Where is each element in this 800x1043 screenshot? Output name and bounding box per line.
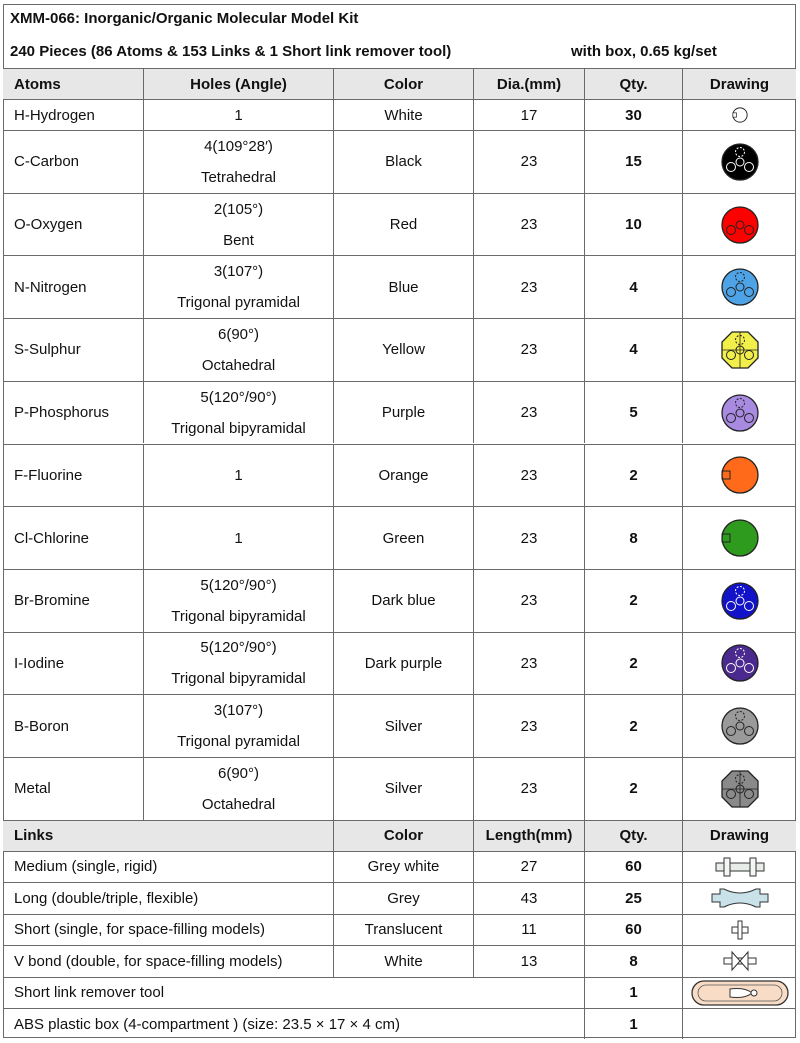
atom-drawing-cell — [682, 256, 796, 318]
link-name-cell — [3, 915, 333, 946]
atom-dia: 23 — [520, 592, 538, 610]
atom-color: Silver — [384, 780, 423, 798]
atom-qty: 5 — [629, 404, 638, 422]
atom-row — [3, 757, 796, 820]
boron-icon — [719, 705, 761, 747]
link-color: Translucent — [364, 921, 443, 939]
atoms-header-color-label: Color — [383, 75, 424, 93]
atom-color-cell — [333, 445, 473, 507]
atom-dia: 23 — [520, 404, 538, 422]
atom-color-cell — [333, 758, 473, 820]
atom-row — [3, 318, 796, 381]
atom-color: Orange — [378, 466, 429, 484]
atom-row — [3, 444, 796, 507]
atom-dia: 23 — [520, 341, 538, 359]
atom-holes: 1 — [234, 529, 243, 547]
atom-dia-cell — [473, 319, 584, 381]
tool-name-cell — [3, 978, 584, 1009]
link-drawing-cell — [682, 883, 796, 914]
atom-color: Silver — [384, 717, 423, 735]
atom-row — [3, 569, 796, 632]
atom-holes-cell — [143, 194, 333, 256]
links-header-links-label: Links — [14, 827, 54, 845]
box-weight: with box, 0.65 kg/set — [571, 43, 717, 60]
tool-qty: 1 — [629, 984, 638, 1002]
link-color: Grey white — [367, 858, 440, 876]
atoms-header-dia-label: Dia.(mm) — [496, 75, 562, 93]
link-row — [3, 914, 796, 946]
atom-dia: 23 — [520, 529, 538, 547]
link-length: 27 — [520, 858, 538, 876]
atom-name-cell — [3, 570, 143, 632]
atom-name-cell — [3, 758, 143, 820]
metal-icon — [719, 768, 761, 810]
box-qty: 1 — [629, 1015, 638, 1033]
link-qty: 60 — [625, 858, 642, 876]
link-drawing-cell — [682, 852, 796, 883]
link-length-cell — [473, 883, 584, 914]
atom-holes-cell — [143, 633, 333, 695]
link-name: Short (single, for space-filling models) — [14, 921, 265, 939]
links-header-qty — [584, 821, 682, 851]
atom-qty-cell — [584, 256, 682, 318]
link-row — [3, 851, 796, 883]
atom-geometry: Bent — [223, 231, 254, 249]
links-header-length-label: Length(mm) — [485, 827, 573, 845]
tool-drawing-cell — [682, 978, 796, 1009]
link-color: Grey — [387, 889, 420, 907]
atom-holes: 3(107°) — [213, 263, 264, 281]
atom-drawing-cell — [682, 633, 796, 695]
atom-row — [3, 632, 796, 695]
atom-dia-cell — [473, 256, 584, 318]
atom-holes: 2(105°) — [213, 200, 264, 218]
box-drawing-cell — [682, 1009, 796, 1039]
link-name-cell — [3, 946, 333, 977]
atom-dia-cell — [473, 633, 584, 695]
oxygen-icon — [719, 204, 761, 246]
link-qty-cell — [584, 915, 682, 946]
atom-qty-cell — [584, 695, 682, 757]
atom-holes-cell — [143, 570, 333, 632]
atom-color-cell — [333, 131, 473, 193]
atom-drawing-cell — [682, 319, 796, 381]
atom-color-cell — [333, 633, 473, 695]
link-color-cell — [333, 915, 473, 946]
atom-dia-cell — [473, 445, 584, 507]
atom-geometry: Trigonal pyramidal — [177, 733, 300, 751]
atom-qty-cell — [584, 758, 682, 820]
atom-geometry: Trigonal bipyramidal — [171, 670, 306, 688]
atom-name-cell — [3, 194, 143, 256]
link-name: V bond (double, for space-filling models) — [14, 952, 283, 970]
link-row — [3, 945, 796, 977]
box-name: ABS plastic box (4-compartment ) (size: 23.5 × 17 × 4 cm) — [14, 1015, 400, 1033]
atom-color: Dark blue — [371, 592, 436, 610]
atom-geometry: Trigonal bipyramidal — [171, 419, 306, 437]
atom-color: Yellow — [382, 341, 425, 359]
link-length: 43 — [520, 889, 538, 907]
atom-qty-cell — [584, 507, 682, 569]
atoms-header-color — [333, 69, 473, 99]
atom-qty-cell — [584, 319, 682, 381]
box-qty-cell — [584, 1009, 682, 1039]
atom-holes: 6(90°) — [217, 325, 259, 343]
atom-drawing-cell — [682, 194, 796, 256]
link-qty: 25 — [625, 889, 642, 907]
atom-color: Purple — [381, 404, 426, 422]
atom-color-cell — [333, 507, 473, 569]
atom-name-cell — [3, 695, 143, 757]
atom-dia: 23 — [520, 153, 538, 171]
atoms-header-atoms-label: Atoms — [14, 75, 61, 93]
link-qty: 8 — [629, 952, 638, 970]
fluorine-icon — [719, 454, 761, 496]
atom-name: Cl-Chlorine — [14, 529, 90, 547]
atom-row — [3, 99, 796, 130]
link-name: Medium (single, rigid) — [14, 858, 158, 876]
atom-dia: 23 — [520, 466, 538, 484]
atom-dia-cell — [473, 570, 584, 632]
atoms-header-row — [3, 68, 796, 99]
atom-name-cell — [3, 256, 143, 318]
atom-color: Blue — [388, 278, 419, 296]
atom-name-cell — [3, 382, 143, 444]
link-qty: 60 — [625, 921, 642, 939]
atom-qty-cell — [584, 445, 682, 507]
atom-name-cell — [3, 131, 143, 193]
atom-row — [3, 694, 796, 757]
atom-drawing-cell — [682, 758, 796, 820]
atom-holes-cell — [143, 758, 333, 820]
atoms-header-atoms — [3, 69, 143, 99]
atoms-header-drawing-label: Drawing — [709, 75, 770, 93]
atom-qty-cell — [584, 570, 682, 632]
atom-name-cell — [3, 319, 143, 381]
atom-qty-cell — [584, 633, 682, 695]
atom-name: C-Carbon — [14, 153, 80, 171]
atom-dia-cell — [473, 194, 584, 256]
link-qty-cell — [584, 946, 682, 977]
links-header-color-label: Color — [383, 827, 424, 845]
atom-name: I-Iodine — [14, 654, 65, 672]
atom-holes: 1 — [234, 106, 243, 124]
link-color-cell — [333, 883, 473, 914]
atom-drawing-cell — [682, 382, 796, 444]
link-name-cell — [3, 852, 333, 883]
atoms-header-holes — [143, 69, 333, 99]
atom-row — [3, 381, 796, 444]
atom-geometry: Trigonal pyramidal — [177, 294, 300, 312]
tool-row — [3, 977, 796, 1009]
atom-name: Br-Bromine — [14, 592, 90, 610]
atom-dia: 17 — [520, 106, 538, 124]
atom-qty: 2 — [629, 466, 638, 484]
atom-color: Green — [382, 529, 425, 547]
chlorine-icon — [719, 517, 761, 559]
atom-geometry: Trigonal bipyramidal — [171, 607, 306, 625]
atom-holes: 4(109°28′) — [204, 137, 273, 155]
atom-drawing-cell — [682, 445, 796, 507]
phosphorus-icon — [719, 392, 761, 434]
atom-color: Red — [389, 216, 418, 234]
atom-dia: 23 — [520, 780, 538, 798]
hydrogen-icon — [719, 100, 761, 130]
links-header-length — [473, 821, 584, 851]
atom-dia: 23 — [520, 216, 538, 234]
atom-drawing-cell — [682, 507, 796, 569]
atom-color: Dark purple — [364, 654, 443, 672]
link-drawing-cell — [682, 946, 796, 977]
bromine-icon — [719, 580, 761, 622]
atom-geometry: Octahedral — [201, 356, 276, 374]
atom-holes-cell — [143, 507, 333, 569]
atom-holes: 5(120°/90°) — [200, 388, 277, 406]
atom-holes-cell — [143, 382, 333, 444]
atom-row — [3, 193, 796, 256]
atom-dia-cell — [473, 695, 584, 757]
links-header-drawing-label: Drawing — [709, 827, 770, 845]
atom-name-cell — [3, 100, 143, 130]
atom-qty: 2 — [629, 654, 638, 672]
link-name-cell — [3, 883, 333, 914]
atom-drawing-cell — [682, 570, 796, 632]
atom-color-cell — [333, 319, 473, 381]
atom-holes-cell — [143, 256, 333, 318]
atom-name: Metal — [14, 780, 51, 798]
link-row — [3, 882, 796, 914]
atom-name: N-Nitrogen — [14, 278, 87, 296]
atom-geometry: Octahedral — [201, 795, 276, 813]
atom-qty: 10 — [625, 216, 642, 234]
atom-qty: 15 — [625, 153, 642, 171]
atom-holes: 6(90°) — [217, 764, 259, 782]
link-length: 11 — [521, 921, 537, 939]
atom-holes-cell — [143, 445, 333, 507]
atom-name: P-Phosphorus — [14, 404, 110, 422]
atom-row — [3, 255, 796, 318]
atom-holes: 3(107°) — [213, 702, 264, 720]
atom-row — [3, 130, 796, 193]
link-length-cell — [473, 915, 584, 946]
atom-name-cell — [3, 507, 143, 569]
atom-dia: 23 — [520, 717, 538, 735]
tool-name: Short link remover tool — [14, 984, 165, 1002]
atom-holes: 1 — [234, 466, 243, 484]
atom-qty-cell — [584, 194, 682, 256]
link-color: White — [384, 952, 423, 970]
long-link-icon — [708, 885, 772, 911]
atom-dia: 23 — [520, 654, 538, 672]
atom-name-cell — [3, 633, 143, 695]
atom-dia-cell — [473, 758, 584, 820]
link-drawing-cell — [682, 915, 796, 946]
links-header-links — [3, 821, 333, 851]
atom-dia-cell — [473, 131, 584, 193]
sulphur-icon — [719, 329, 761, 371]
link-color-cell — [333, 946, 473, 977]
atom-name: S-Sulphur — [14, 341, 81, 359]
atom-color: Black — [385, 153, 422, 171]
atom-qty: 8 — [629, 529, 638, 547]
link-color-cell — [333, 852, 473, 883]
atom-holes-cell — [143, 695, 333, 757]
atom-qty-cell — [584, 131, 682, 193]
atom-color-cell — [333, 256, 473, 318]
atom-color-cell — [333, 570, 473, 632]
atom-dia-cell — [473, 100, 584, 130]
links-header-qty-label: Qty. — [619, 827, 648, 845]
atom-qty: 2 — [629, 592, 638, 610]
atom-qty: 2 — [629, 780, 638, 798]
atom-color-cell — [333, 194, 473, 256]
atom-holes: 5(120°/90°) — [200, 639, 277, 657]
atom-holes-cell — [143, 100, 333, 130]
atom-dia: 23 — [520, 278, 538, 296]
link-qty-cell — [584, 883, 682, 914]
atoms-header-qty — [584, 69, 682, 99]
atom-qty-cell — [584, 100, 682, 130]
atom-dia-cell — [473, 507, 584, 569]
sheet-subtitle: 240 Pieces (86 Atoms & 153 Links & 1 Short link remover tool) — [10, 43, 452, 60]
link-length: 13 — [520, 952, 538, 970]
atom-qty: 4 — [629, 341, 638, 359]
atom-qty-cell — [584, 382, 682, 444]
atom-qty: 2 — [629, 717, 638, 735]
atoms-header-drawing — [682, 69, 796, 99]
nitrogen-icon — [719, 266, 761, 308]
atom-holes: 5(120°/90°) — [200, 576, 277, 594]
atom-drawing-cell — [682, 131, 796, 193]
carbon-icon — [719, 141, 761, 183]
v-bond-icon — [708, 948, 772, 974]
link-length-cell — [473, 852, 584, 883]
remover-tool-icon — [690, 979, 790, 1007]
link-length-cell — [473, 946, 584, 977]
link-qty-cell — [584, 852, 682, 883]
atom-color-cell — [333, 695, 473, 757]
atoms-header-holes-label: Holes (Angle) — [190, 75, 287, 93]
atom-name: O-Oxygen — [14, 216, 83, 234]
atom-drawing-cell — [682, 100, 796, 130]
atom-name: F-Fluorine — [14, 466, 83, 484]
atom-holes-cell — [143, 131, 333, 193]
atom-qty: 4 — [629, 278, 638, 296]
atom-qty: 30 — [625, 106, 642, 124]
atom-name: B-Boron — [14, 717, 70, 735]
atom-color: White — [384, 106, 423, 124]
atom-row — [3, 506, 796, 569]
tool-qty-cell — [584, 978, 682, 1009]
box-row — [3, 1008, 796, 1039]
atom-color-cell — [333, 100, 473, 130]
atom-geometry: Tetrahedral — [200, 168, 277, 186]
atom-color-cell — [333, 382, 473, 444]
atom-holes-cell — [143, 319, 333, 381]
atom-name-cell — [3, 445, 143, 507]
medium-link-icon — [708, 854, 772, 880]
box-name-cell — [3, 1009, 584, 1039]
atoms-header-dia — [473, 69, 584, 99]
links-header-row — [3, 820, 796, 851]
atoms-header-qty-label: Qty. — [619, 75, 648, 93]
atom-name: H-Hydrogen — [14, 106, 95, 124]
sheet-title: XMM-066: Inorganic/Organic Molecular Model Kit — [10, 10, 359, 27]
links-header-color — [333, 821, 473, 851]
atom-drawing-cell — [682, 695, 796, 757]
link-name: Long (double/triple, flexible) — [14, 889, 199, 907]
short-link-icon — [708, 917, 772, 943]
atom-dia-cell — [473, 382, 584, 444]
links-header-drawing — [682, 821, 796, 851]
iodine-icon — [719, 642, 761, 684]
